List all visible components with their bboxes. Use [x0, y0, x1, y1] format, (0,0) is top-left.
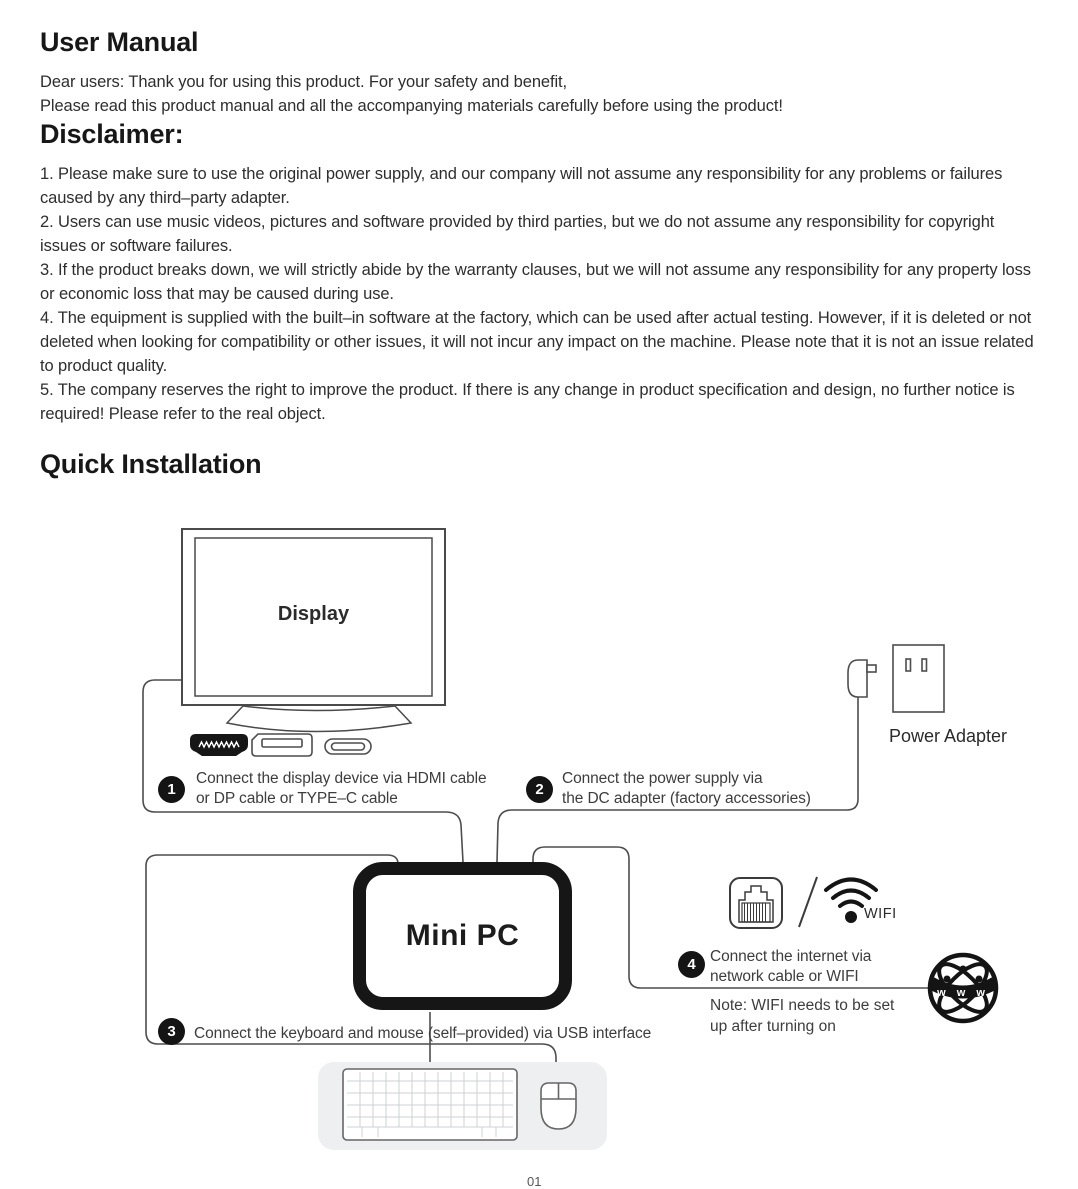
slash-divider	[799, 877, 817, 927]
wifi-note-line: Note: WIFI needs to be set	[710, 997, 895, 1014]
quick-installation-diagram	[0, 510, 1078, 1189]
manual-text-column	[0, 0, 1078, 480]
disclaimer-item: 4. The equipment is supplied with the built–in software at the factory, which can be used after actual testing. However, if it is deleted or not deleted when looking for compatibility or other issues, it will not incur any impact on the machine. Please note that it is not an issue related to product quality.	[40, 309, 1034, 375]
step-2-line: Connect the power supply via	[562, 770, 763, 787]
intro-paragraph	[40, 70, 1040, 118]
wifi-note-line: up after turning on	[710, 1018, 836, 1035]
displayport-icon	[252, 734, 312, 756]
page-number: 01	[527, 1174, 542, 1189]
disclaimer-item: 2. Users can use music videos, pictures and software provided by third parties, but we do not assume any responsibility for copyright issues or software failures.	[40, 213, 995, 255]
step-2-text	[562, 769, 811, 809]
intro-line: Dear users: Thank you for using this product. For your safety and benefit,	[40, 73, 567, 91]
disclaimer-heading: Disclaimer:	[40, 119, 184, 149]
ethernet-icon	[730, 878, 782, 928]
hdmi-icon	[190, 734, 248, 756]
intro-line: Please read this product manual and all the accompanying materials carefully before using the product!	[40, 97, 783, 115]
disclaimer-list	[40, 162, 1040, 426]
step-3-badge: 3	[158, 1018, 185, 1045]
wifi-label: WIFI	[864, 906, 897, 922]
typec-icon	[325, 739, 371, 754]
globe-icon	[930, 955, 996, 1021]
step-2-line: the DC adapter (factory accessories)	[562, 790, 811, 807]
display-monitor	[182, 529, 445, 732]
step-4-badge: 4	[678, 951, 705, 978]
mouse-icon	[541, 1083, 576, 1129]
installation-heading: Quick Installation	[40, 449, 262, 479]
disclaimer-item: 5. The company reserves the right to improve the product. If there is any change in product specification and design, no further notice is required! Please refer to the real object.	[40, 381, 1015, 423]
disclaimer-item: 3. If the product breaks down, we will strictly abide by the warranty clauses, but we will not assume any responsibility for any property loss or economic loss that may be caused during use.	[40, 261, 1031, 303]
page-title: User Manual	[40, 27, 199, 57]
step-1-badge: 1	[158, 776, 185, 803]
globe-label: w w w	[937, 987, 989, 999]
power-adapter-label: Power Adapter	[888, 726, 1008, 746]
diagram-line-art	[0, 510, 1078, 1180]
minipc-label: Mini PC	[405, 919, 520, 952]
power-outlet-icon	[893, 645, 944, 712]
step-1-line: or DP cable or TYPE–C cable	[196, 790, 398, 807]
disclaimer-item: 1. Please make sure to use the original power supply, and our company will not assume any responsibility for any problems or failures caused by any third–party adapter.	[40, 165, 1003, 207]
power-plug-icon	[848, 660, 876, 697]
minipc-box	[353, 862, 572, 1010]
step-3-text	[194, 1024, 651, 1044]
keyboard-icon	[343, 1069, 517, 1140]
step-2-badge: 2	[526, 776, 553, 803]
display-label: Display	[277, 603, 350, 625]
monitor-stand	[227, 706, 411, 732]
step-1-line: Connect the display device via HDMI cable	[196, 770, 487, 787]
step-4-line: Connect the internet via	[710, 948, 872, 965]
step-1-text	[196, 769, 487, 809]
step-3-line: Connect the keyboard and mouse (self–provided) via USB interface	[194, 1025, 652, 1042]
wifi-note	[710, 995, 894, 1037]
step-4-line: network cable or WIFI	[710, 968, 859, 985]
step-4-text	[710, 947, 871, 987]
